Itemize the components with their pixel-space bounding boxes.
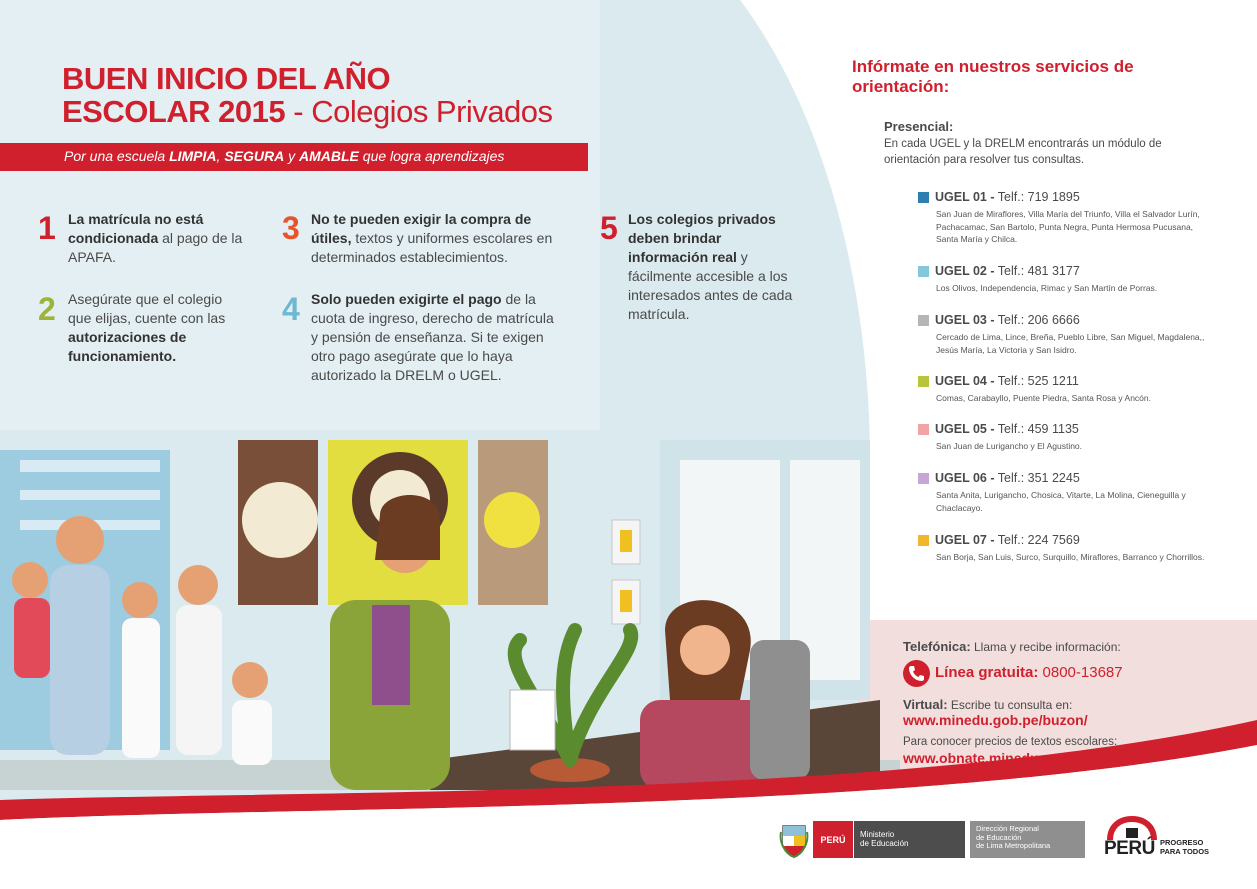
item-1 (68, 210, 248, 267)
ugel-02-heading (935, 264, 1080, 278)
item-4-text: de la cuota de ingreso, derecho de matrícula y pensión de enseñanza. Si te exigen otro pago asegúrate que lo haya autorizado la DRELM o UGEL. (311, 291, 554, 383)
linea-number: 0800-13687 (1038, 664, 1123, 681)
item-3-bold: No te pueden exigir la compra de útiles, (311, 211, 532, 246)
title-line-2 (62, 95, 553, 128)
slogan-line-2: PARA TODOS (1160, 846, 1210, 856)
ugel-07-swatch (918, 535, 929, 546)
item-number-3: 3 (282, 210, 300, 246)
ugel-06-name: UGEL 06 - (935, 471, 995, 485)
ugel-01-name: UGEL 01 - (935, 190, 995, 204)
subtitle-comma: , (216, 148, 225, 164)
dre-box (969, 821, 1085, 858)
subtitle-part-1: Por una escuela (64, 148, 170, 164)
ugel-06-heading (935, 471, 1080, 485)
ugel-07-phone: Telf.: 224 7569 (994, 533, 1080, 547)
ugel-06-phone: Telf.: 351 2245 (994, 471, 1080, 485)
presencial-label: Presencial: (884, 119, 954, 134)
ministerio-box (853, 821, 965, 858)
ugel-03-phone: Telf.: 206 6666 (994, 313, 1080, 327)
subtitle (64, 148, 504, 164)
page-title (62, 62, 553, 128)
dre-line-1: Dirección Regional (976, 824, 1039, 833)
ugel-07-name: UGEL 07 - (935, 533, 995, 547)
subtitle-part-2: que logra aprendizajes (358, 148, 505, 164)
ugel-04-name: UGEL 04 - (935, 374, 995, 388)
ugel-03-name: UGEL 03 - (935, 313, 995, 327)
item-4 (311, 290, 556, 385)
ugel-01-areas: San Juan de Miraflores, Villa María del Triunfo, Villa el Salvador Lurín, Pachacamac, San Bartolo, Punta Negra, Punta Hermosa Pucusana, Santa María y Chilca. (936, 209, 1200, 244)
minedu-logo (813, 821, 1085, 858)
precios-text: Para conocer precios de textos escolares: (903, 736, 1118, 748)
ugel-02-swatch (918, 266, 929, 277)
item-number-5: 5 (600, 210, 618, 246)
ugel-05-swatch (918, 424, 929, 435)
slogan-line-1: PROGRESO (1160, 838, 1204, 847)
ugel-07-areas: San Borja, San Luis, Surco, Surquillo, Miraflores, Barranco y Chorrillos. (936, 552, 1205, 562)
dre-line-3: de Lima Metropolitana (976, 841, 1051, 850)
ugel-02-phone: Telf.: 481 3177 (994, 264, 1080, 278)
ugel-03-heading (935, 313, 1080, 327)
ugel-04-heading (935, 374, 1079, 388)
item-5 (628, 210, 803, 324)
telefonica-text: Llama y recibe información: (970, 640, 1121, 654)
linea-label: Línea gratuita: (935, 664, 1039, 681)
item-5-bold: Los colegios privados deben brindar información real (628, 211, 776, 265)
item-2-bold: autorizaciones de funcionamiento. (68, 329, 187, 364)
ugel-05-name: UGEL 05 - (935, 422, 995, 436)
subtitle-limpia: LIMPIA (169, 148, 217, 164)
ministerio-line-1: Ministerio (860, 830, 895, 839)
ugel-06-areas: Santa Anita, Lurigancho, Chosica, Vitarte, La Molina, Cieneguilla y Chaclacayo. (936, 490, 1186, 513)
virtual-line (903, 697, 1072, 712)
ugel-04-phone: Telf.: 525 1211 (994, 374, 1079, 388)
title-line-2-light: - Colegios Privados (285, 94, 553, 129)
ugel-02-areas: Los Olivos, Independencia, Rimac y San Martín de Porras. (936, 283, 1158, 293)
ugel-03-swatch (918, 315, 929, 326)
ugel-01-heading (935, 190, 1080, 204)
linea-gratuita[interactable] (935, 664, 1123, 681)
virtual-text: Escribe tu consulta en: (947, 698, 1073, 712)
ugel-05-phone: Telf.: 459 1135 (994, 422, 1079, 436)
ugel-06-swatch (918, 473, 929, 484)
dre-line-2: de Educación (976, 832, 1022, 842)
peru-progreso-logo (1104, 816, 1224, 860)
item-number-4: 4 (282, 291, 300, 327)
item-3 (311, 210, 561, 267)
obnate-link[interactable]: www.obnate.minedu.gob.pe/ (903, 750, 1093, 766)
buzon-link[interactable]: www.minedu.gob.pe/buzon/ (903, 712, 1088, 728)
presencial-description: En cada UGEL y la DRELM encontrarás un módulo de orientación para resolver tus consultas. (884, 138, 1162, 166)
ministerio-line-2: de Educación (860, 839, 909, 848)
item-number-2: 2 (38, 291, 56, 327)
item-3-text: textos y uniformes escolares en determinados establecimientos. (311, 230, 553, 265)
item-1-bold: La matrícula no está condicionada (68, 211, 204, 246)
item-5-text: y fácilmente accesible a los interesados antes de cada matrícula. (628, 249, 793, 322)
ugel-02-name: UGEL 02 - (935, 264, 995, 278)
item-4-bold: Solo pueden exigirte el pago (311, 291, 502, 307)
phone-handset-icon (908, 665, 925, 682)
item-number-1: 1 (38, 210, 56, 246)
title-line-2-bold: ESCOLAR 2015 (62, 94, 286, 129)
ugel-05-heading (935, 422, 1079, 436)
telefonica-label: Telefónica: (903, 639, 971, 654)
ugel-01-phone: Telf.: 719 1895 (994, 190, 1080, 204)
item-1-text: al pago de la APAFA. (68, 230, 243, 265)
subtitle-y: y (284, 148, 299, 164)
ugel-04-areas: Comas, Carabayllo, Puente Piedra, Santa Rosa y Ancón. (936, 393, 1151, 403)
peru-logo-word: PERÚ (1104, 838, 1155, 859)
subtitle-amable: AMABLE (299, 148, 359, 164)
ugel-05-areas: San Juan de Lurigancho y El Agustino. (936, 441, 1083, 451)
ugel-04-swatch (918, 376, 929, 387)
phone-icon (903, 660, 930, 687)
info-title: Infórmate en nuestros servicios de orientación: (852, 57, 1134, 96)
ugel-07-heading (935, 533, 1080, 547)
title-line-1: BUEN INICIO DEL AÑO (62, 61, 391, 96)
virtual-label: Virtual: (903, 697, 948, 712)
ugel-03-areas: Cercado de Lima, Lince, Breña, Pueblo Libre, San Miguel, Magdalena,, Jesús María, La Victoria y San Isidro. (936, 332, 1205, 355)
peru-red-box: PERÚ (813, 821, 853, 858)
peru-logo-slogan (1160, 839, 1209, 856)
item-2 (68, 290, 248, 366)
telefonica-line (903, 639, 1121, 654)
subtitle-segura: SEGURA (224, 148, 285, 164)
item-2-text: Asegúrate que el colegio que elijas, cuente con las (68, 291, 226, 326)
ugel-01-swatch (918, 192, 929, 203)
coat-of-arms-icon (779, 822, 809, 858)
